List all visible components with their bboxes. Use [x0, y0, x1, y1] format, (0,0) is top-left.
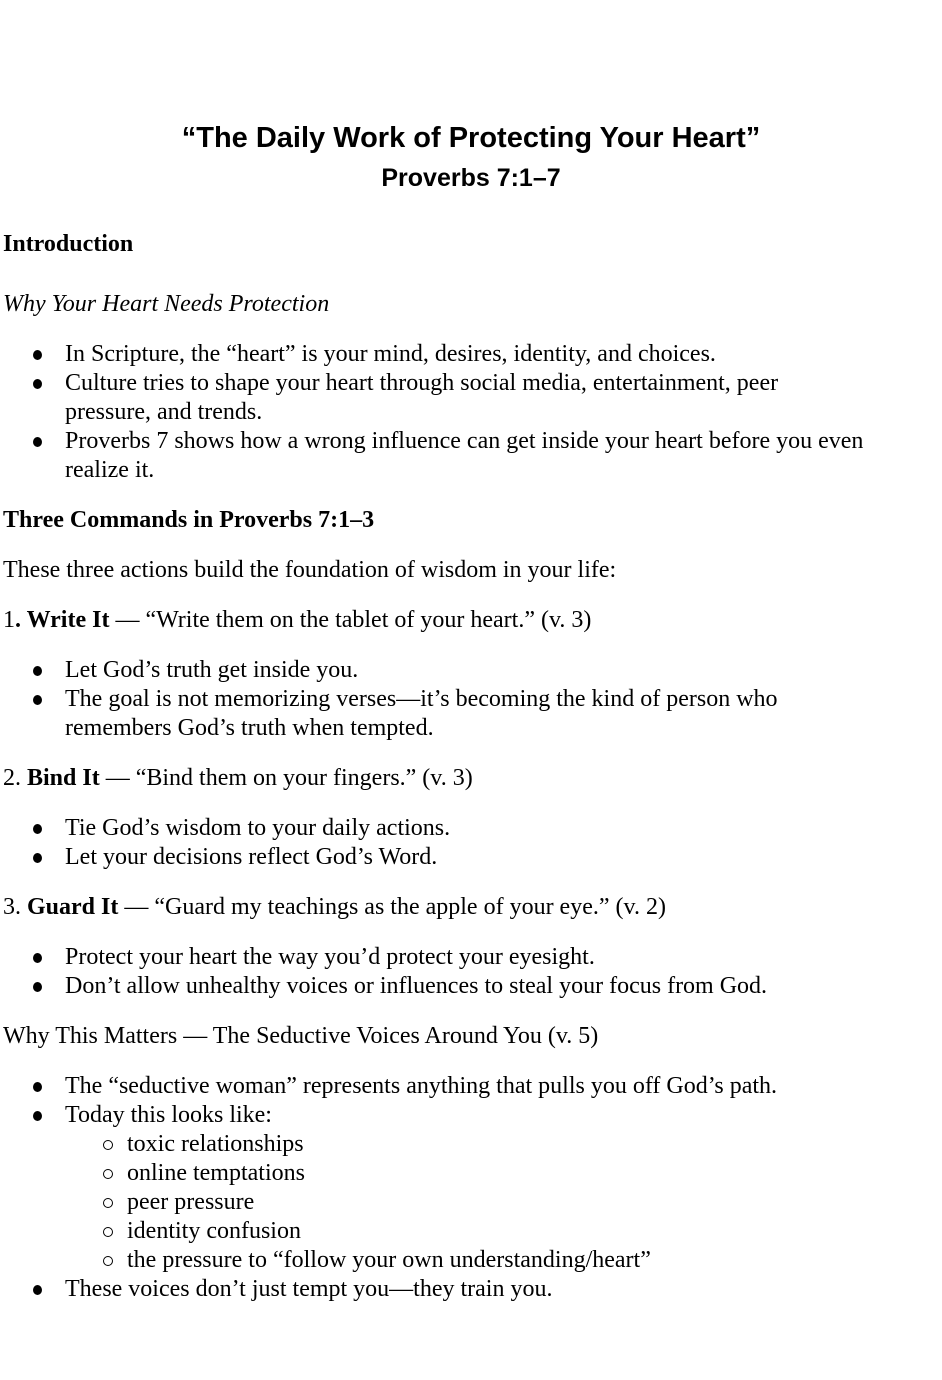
bullet-icon: [33, 982, 42, 992]
hollow-bullet-icon: [103, 1227, 113, 1237]
command-number: 2.: [3, 765, 27, 791]
sub-list-item: peer pressure: [65, 1188, 938, 1217]
list-item: The “seductive woman” represents anything that pulls you off God’s path.: [3, 1072, 938, 1101]
commands-lead: These three actions build the foundation of wisdom in your life:: [3, 557, 617, 583]
command-title: . Write It: [15, 607, 110, 633]
sub-list-item: online temptations: [65, 1159, 938, 1188]
bullet-icon: [33, 379, 42, 389]
list-item-text: Proverbs 7 shows how a wrong influence can get inside your heart before you even: [65, 428, 864, 454]
list-item: [3, 685, 938, 743]
list-item: [3, 843, 938, 872]
hollow-bullet-icon: [103, 1140, 113, 1150]
command-verse: — “Write them on the tablet of your heart.” (v. 3): [109, 607, 592, 633]
matters-bullet-list: [3, 1072, 938, 1304]
command-title: Guard It: [27, 894, 119, 920]
bullet-icon: [33, 953, 42, 963]
subheading: Why Your Heart Needs Protection: [3, 291, 330, 317]
list-item-text: Tie God’s wisdom to your daily actions.: [65, 815, 451, 841]
sub-bullet-list: [65, 1130, 938, 1275]
command-3: [3, 893, 938, 922]
bullet-icon: [33, 1082, 42, 1092]
sub-list-item: the pressure to “follow your own understanding/heart”: [65, 1246, 938, 1275]
command-number: 1: [3, 607, 15, 633]
bullet-icon: [33, 666, 42, 676]
list-item: [3, 369, 938, 427]
command-verse: — “Guard my teachings as the apple of your eye.” (v. 2): [118, 894, 666, 920]
list-item: [3, 972, 938, 1001]
hollow-bullet-icon: [103, 1198, 113, 1208]
command-number: 3.: [3, 894, 27, 920]
command-2: [3, 764, 938, 793]
bullet-icon: [33, 824, 42, 834]
sub-list-item: identity confusion: [65, 1217, 938, 1246]
list-item: Today this looks like: toxic relationships online temptations peer pressure identity confusion the pressure to “follow your own understanding/heart”: [3, 1101, 938, 1275]
command-title: Bind It: [27, 765, 100, 791]
list-item-text: remembers God’s truth when tempted.: [65, 715, 434, 741]
list-item: [3, 656, 938, 685]
bullet-icon: [33, 695, 42, 705]
list-item-text: Culture tries to shape your heart through social media, entertainment, peer: [65, 370, 779, 396]
list-item-text: realize it.: [65, 457, 155, 483]
title-block: [0, 118, 942, 198]
command-bullet-list: [3, 814, 938, 872]
document-subtitle: Proverbs 7:1–7: [381, 164, 561, 192]
list-item: [3, 340, 938, 369]
command-verse: — “Bind them on your fingers.” (v. 3): [99, 765, 473, 791]
bullet-icon: [33, 1111, 42, 1121]
list-item: [3, 943, 938, 972]
list-item-text: The goal is not memorizing verses—it’s becoming the kind of person who: [65, 686, 778, 712]
list-item-text: pressure, and trends.: [65, 399, 263, 425]
intro-bullet-list: [3, 340, 938, 485]
bullet-icon: [33, 437, 42, 447]
list-item-text: In Scripture, the “heart” is your mind, desires, identity, and choices.: [65, 341, 716, 367]
list-item-text: Let your decisions reflect God’s Word.: [65, 844, 438, 870]
list-item-text: Protect your heart the way you’d protect your eyesight.: [65, 944, 595, 970]
command-1: [3, 606, 938, 635]
section-heading-matters: Why This Matters — The Seductive Voices Around You (v. 5): [3, 1023, 599, 1049]
list-item: These voices don’t just tempt you—they train you.: [3, 1275, 938, 1304]
sub-list-item: toxic relationships: [65, 1130, 938, 1159]
command-bullet-list: [3, 656, 938, 743]
bullet-icon: [33, 853, 42, 863]
document-body: [3, 230, 938, 1325]
list-item: [3, 814, 938, 843]
command-bullet-list: [3, 943, 938, 1001]
list-item: [3, 427, 938, 485]
bullet-icon: [33, 350, 42, 360]
hollow-bullet-icon: [103, 1169, 113, 1179]
bullet-icon: [33, 1285, 42, 1295]
list-item-text: Let God’s truth get inside you.: [65, 657, 359, 683]
section-heading-introduction: Introduction: [3, 231, 134, 257]
hollow-bullet-icon: [103, 1256, 113, 1266]
list-item-text: Don’t allow unhealthy voices or influences to steal your focus from God.: [65, 973, 768, 999]
section-heading-commands: Three Commands in Proverbs 7:1–3: [3, 507, 375, 533]
document-title: “The Daily Work of Protecting Your Heart”: [181, 122, 761, 154]
